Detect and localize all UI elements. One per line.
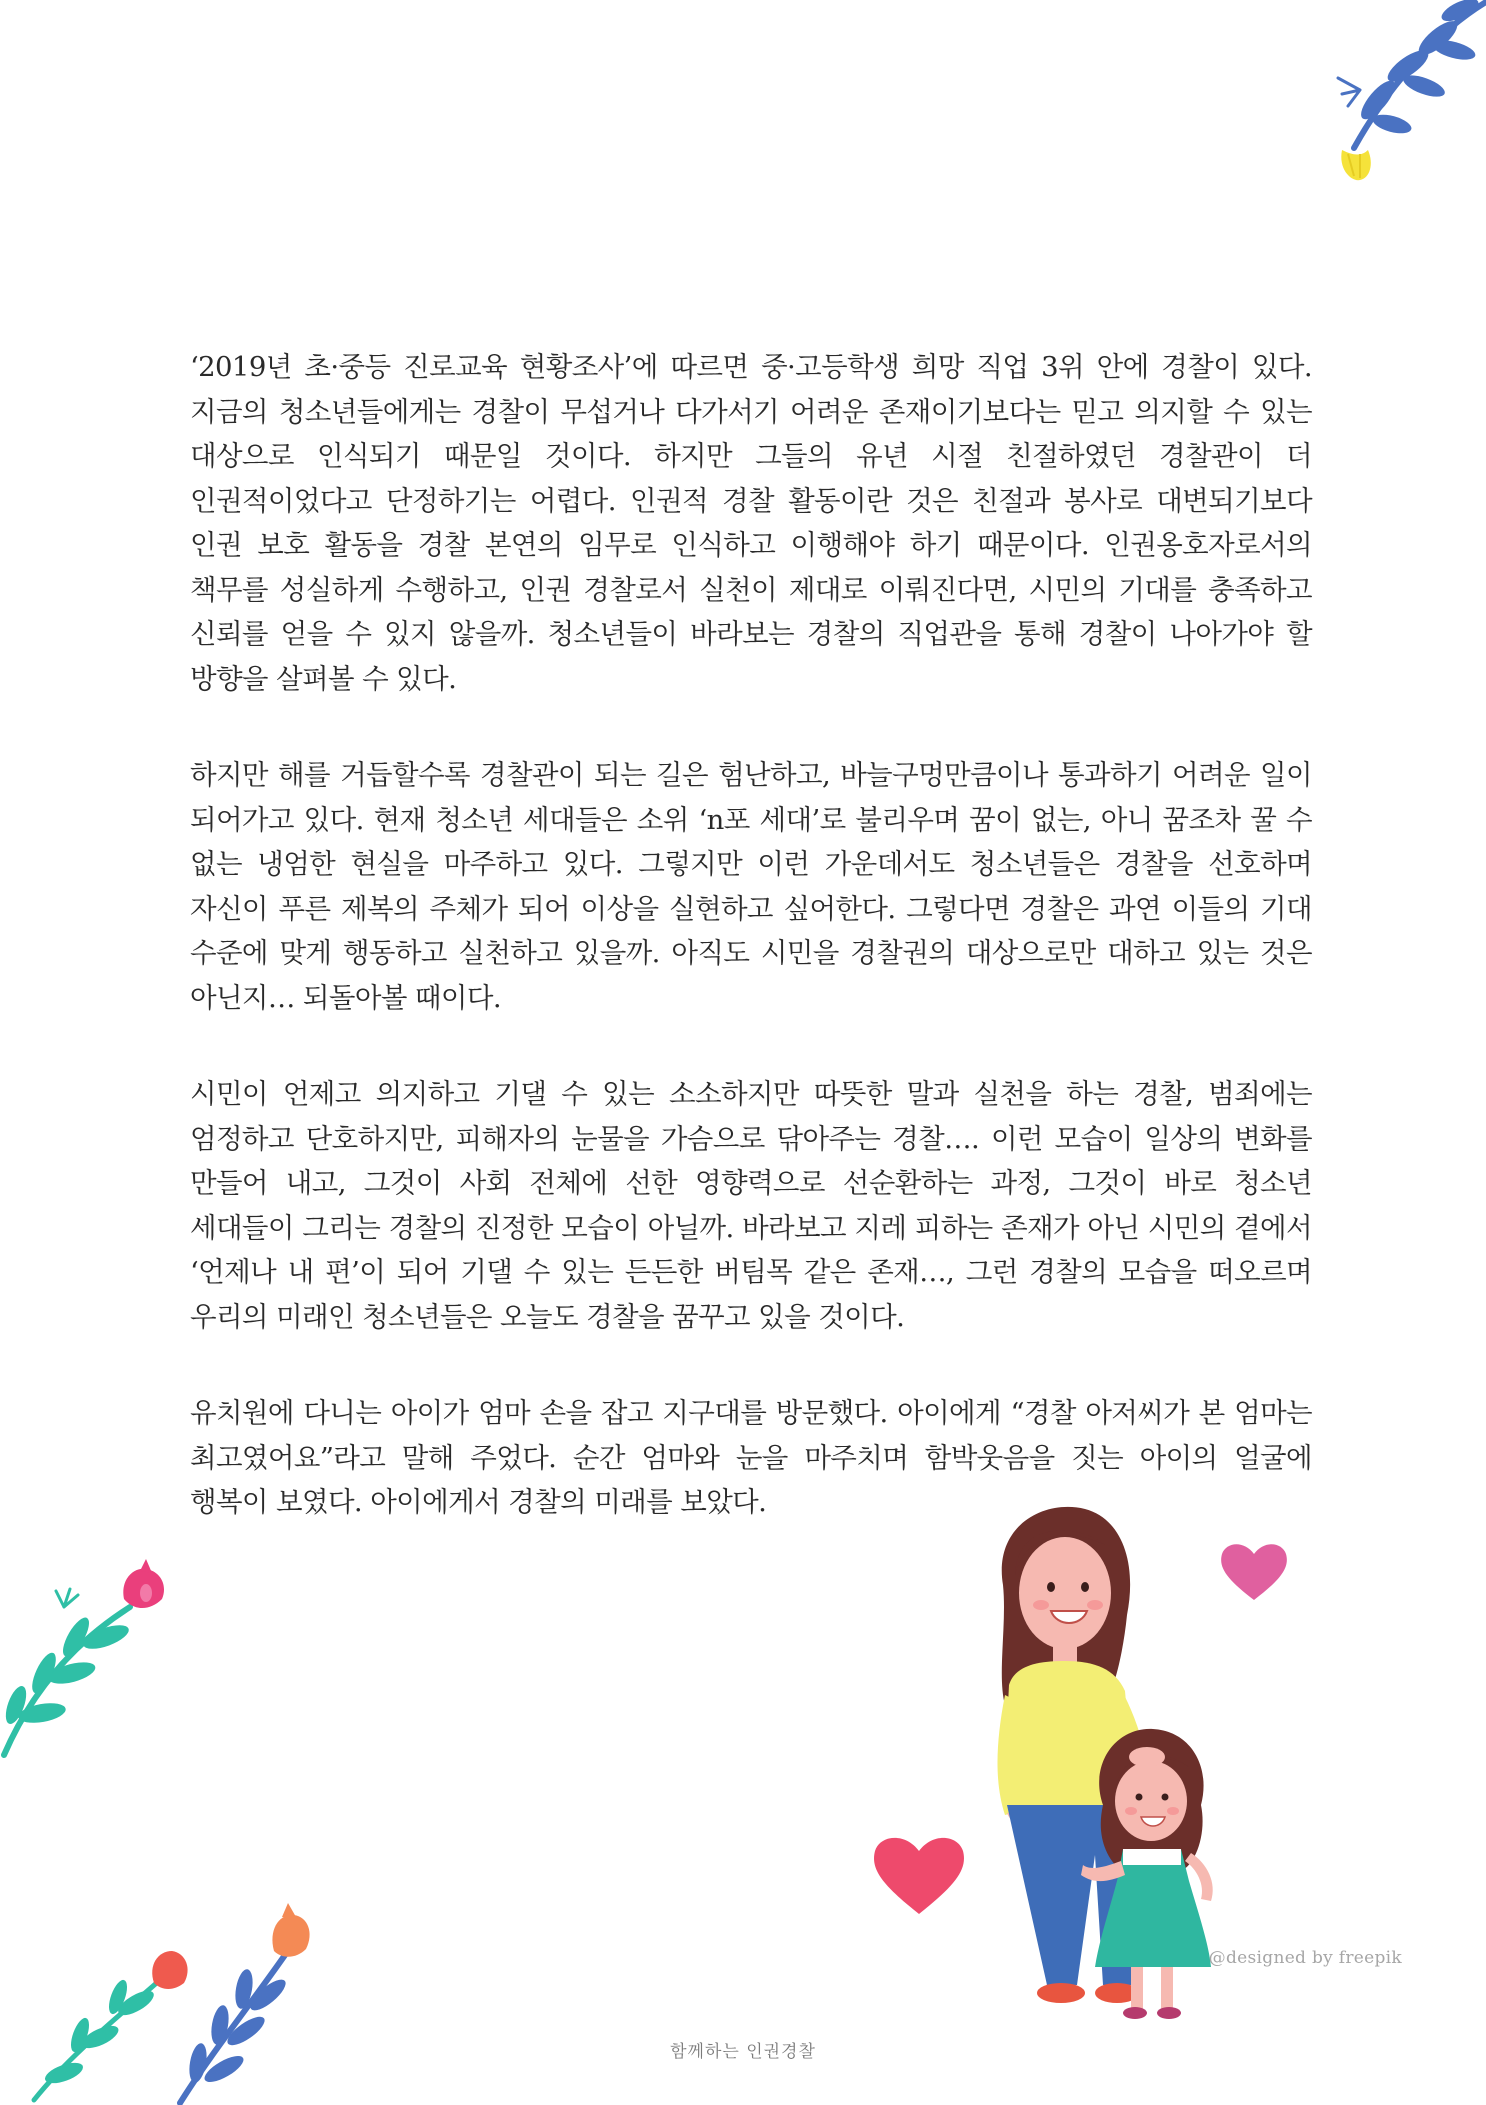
left-flower-branch <box>0 1555 190 1775</box>
paragraph-4: 유치원에 다니는 아이가 엄마 손을 잡고 지구대를 방문했다. 아이에게 “경찰 아저씨가 본 엄마는 최고였어요”라고 말해 주었다. 순간 엄마와 눈을 마주치며 함박웃음을 짓는 아이의 얼굴에 행복이 보였다. 아이에게서 경찰의 미래를 보았다. <box>190 1397 1312 1518</box>
illustration-credit: @designed by freepik <box>1208 1948 1402 1968</box>
paragraph-2: 하지만 해를 거듭할수록 경찰관이 되는 길은 험난하고, 바늘구멍만큼이나 통과하기 어려운 일이 되어가고 있다. 현재 청소년 세대들은 소위 ‘n포 세대’로 불리우며 꿈이 없는, 아니 꿈조차 꿀 수 없는 냉엄한 현실을 마주하고 있다. 그렇지만 이런 가운데서도 청소년들은 경찰을 선호하며 자신이 푸른 제복의 주체가 되어 이상을 실현하고 싶어한다. 그렇다면 경찰은 과연 이들의 기대 수준에 맞게 행동하고 실천하고 있을까. 아직도 시민을 경찰권의 대상으로만 대하고 있는 것은 아닌지… 되돌아볼 때이다. <box>190 759 1312 1014</box>
bottom-left-flower-branch <box>30 1885 330 2105</box>
top-right-flower-branch <box>1268 0 1486 200</box>
paragraph-3: 시민이 언제고 의지하고 기댈 수 있는 소소하지만 따뜻한 말과 실천을 하는 경찰, 범죄에는 엄정하고 단호하지만, 피해자의 눈물을 가슴으로 닦아주는 경찰…. 이런 모습이 일상의 변화를 만들어 내고, 그것이 사회 전체에 선한 영향력으로 선순환하는 과정, 그것이 바로 청소년 세대들이 그리는 경찰의 진정한 모습이 아닐까. 바라보고 지레 피하는 존재가 아닌 시민의 곁에서 ‘언제나 내 편’이 되어 기댈 수 있는 든든한 버팀목 같은 존재…, 그런 경찰의 모습을 떠오르며 우리의 미래인 청소년들은 오늘도 경찰을 꿈꾸고 있을 것이다. <box>190 1078 1312 1333</box>
heart-icon-pink <box>1218 1540 1290 1604</box>
paragraph-1: ‘2019년 초·중등 진로교육 현황조사’에 따르면 중·고등학생 희망 직업 3위 안에 경찰이 있다. 지금의 청소년들에게는 경찰이 무섭거나 다가서기 어려운 존재이기보다는 믿고 의지할 수 있는 대상으로 인식되기 때문일 것이다. 하지만 그들의 유년 시절 친절하였던 경찰관이 더 인권적이었다고 단정하기는 어렵다. 인권적 경찰 활동이란 것은 친절과 봉사로 대변되기보다 인권 보호 활동을 경찰 본연의 임무로 인식하고 이행해야 하기 때문이다. 인권옹호자로서의 책무를 성실하게 수행하고, 인권 경찰로서 실천이 제대로 이뤄진다면, 시민의 기대를 충족하고 신뢰를 얻을 수 있지 않을까. 청소년들이 바라보는 경찰의 직업관을 통해 경찰이 나아가야 할 방향을 살펴볼 수 있다. <box>190 351 1312 695</box>
running-footer-title: 함께하는 인권경찰 <box>670 2042 816 2062</box>
heart-icon-red <box>870 1832 968 1918</box>
mother-daughter-illustration <box>985 1505 1225 2025</box>
article-body <box>190 345 1312 1577</box>
